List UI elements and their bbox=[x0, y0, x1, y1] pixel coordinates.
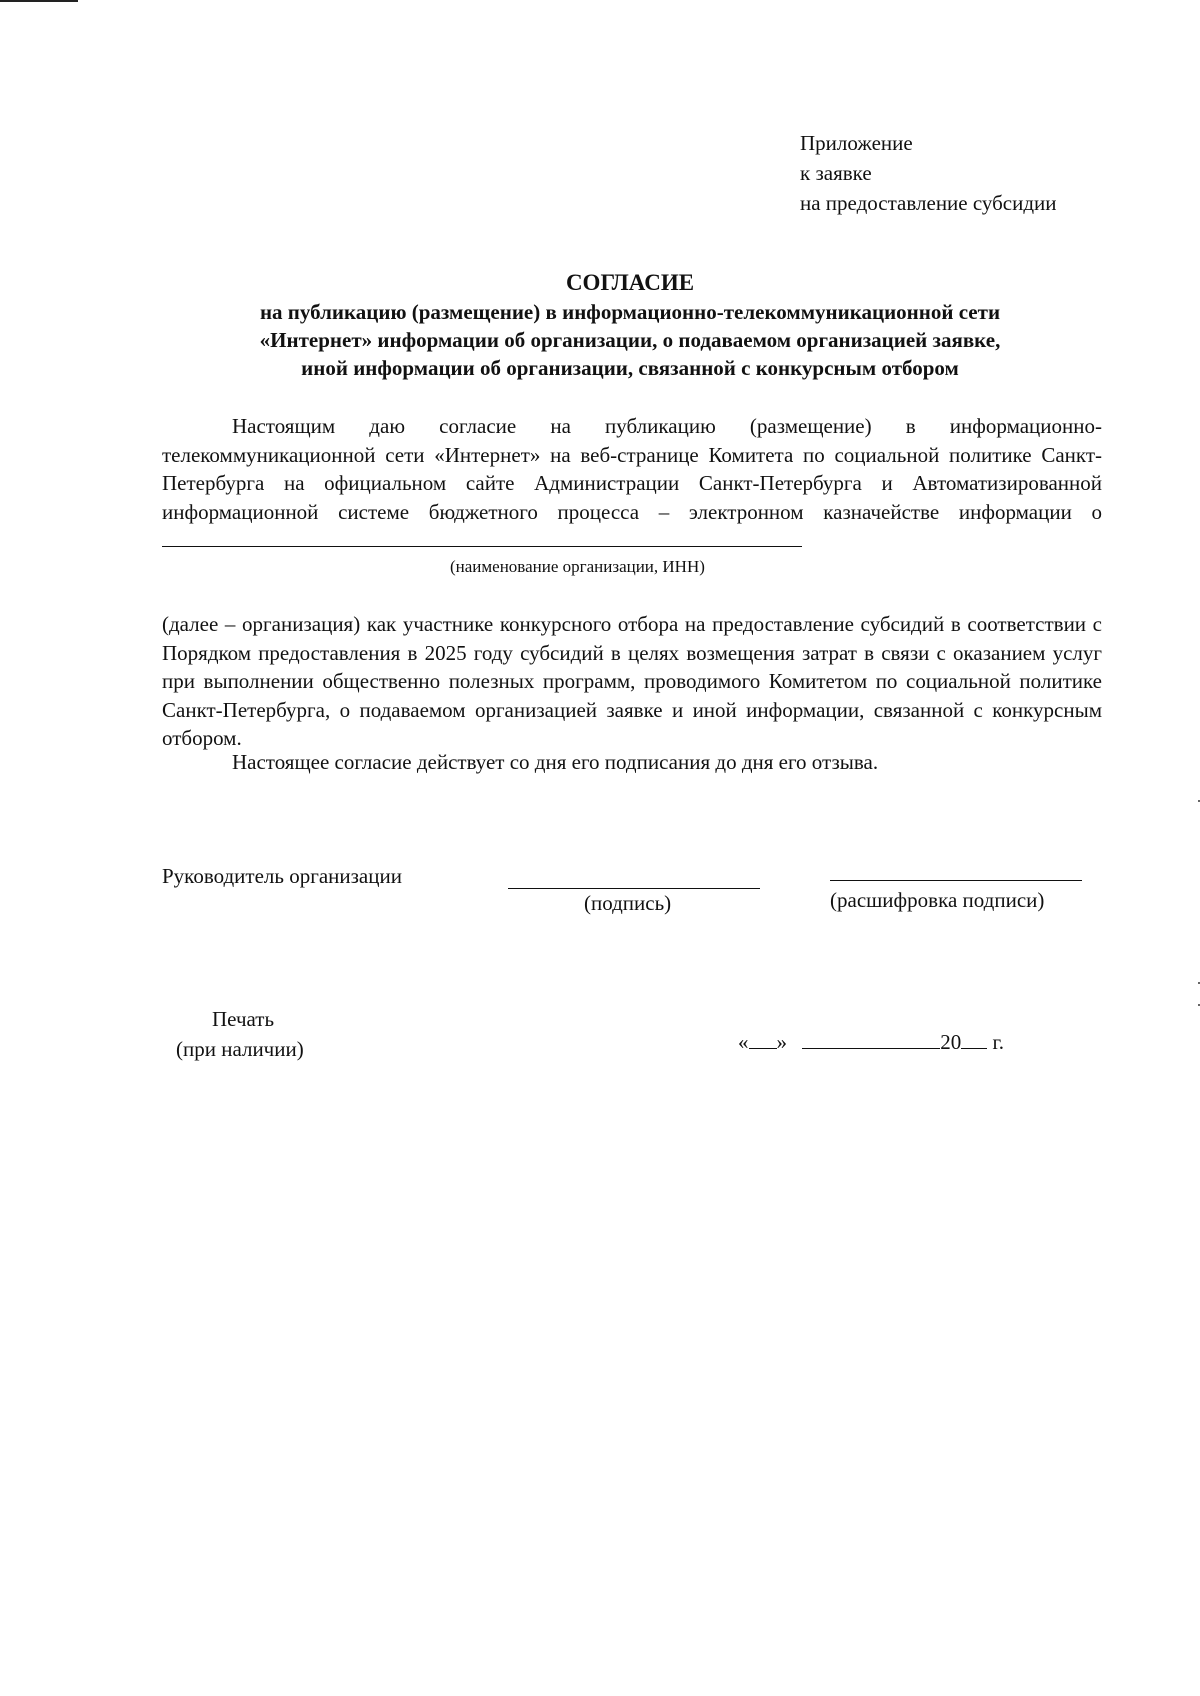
signer-label: Руководитель организации bbox=[162, 864, 402, 888]
date-close-quote: » bbox=[776, 1030, 787, 1054]
signature-field[interactable] bbox=[508, 888, 760, 889]
document-title: СОГЛАСИЕ bbox=[565, 270, 695, 295]
organization-field-caption: (наименование организации, ИНН) bbox=[450, 557, 705, 576]
appendix-line-1: Приложение bbox=[800, 131, 913, 155]
date-open-quote: « bbox=[738, 1030, 749, 1054]
subtitle-line-2: «Интернет» информации об организации, о подаваемом организацией заявке, bbox=[259, 328, 1001, 352]
consent-paragraph-text: Настоящим даю согласие на публикацию (размещение) в информационно-телекоммуникационной сети «Интернет» на веб-странице Комитета по социальной политике Санкт-Петербурга на официальном сайте Администрации Санкт-Петербурга и Автоматизированной информационной системе бюджетного процесса – электронном казначействе информации о bbox=[162, 414, 1102, 524]
signature-decode-field[interactable] bbox=[830, 880, 1082, 881]
date-year-prefix: 20 bbox=[940, 1030, 962, 1054]
organization-name-field[interactable] bbox=[162, 526, 802, 547]
stamp-placeholder bbox=[176, 1004, 304, 1064]
stamp-note: (при наличии) bbox=[176, 1037, 304, 1061]
date-month-field[interactable] bbox=[802, 1030, 940, 1049]
scan-corner-mark bbox=[0, 0, 78, 2]
date-field bbox=[738, 1030, 1004, 1055]
stamp-label: Печать bbox=[212, 1007, 275, 1031]
document-subtitle bbox=[160, 298, 1100, 382]
subtitle-line-1: на публикацию (размещение) в информационно-телекоммуникационной сети bbox=[259, 300, 1001, 324]
appendix-line-3: на предоставление субсидии bbox=[800, 191, 1057, 215]
subtitle-line-3: иной информации об организации, связанной с конкурсным отбором bbox=[301, 356, 959, 380]
date-year-suffix: г. bbox=[992, 1030, 1004, 1054]
signature-decode-caption: (расшифровка подписи) bbox=[830, 888, 1045, 912]
validity-paragraph: Настоящее согласие действует со дня его подписания до дня его отзыва. bbox=[232, 750, 879, 774]
consent-paragraph bbox=[162, 412, 1102, 555]
participant-paragraph: (далее – организация) как участнике конкурсного отбора на предоставление субсидий в соответствии с Порядком предоставления в 2025 году субсидий в целях возмещения затрат в связи с оказанием услуг при выполнении общественно полезных программ, проводимого Комитетом по социальной политике Санкт-Петербурга, о подаваемом организацией заявке и иной информации, связанной с конкурсным отбором. bbox=[162, 612, 1102, 750]
date-year-field[interactable] bbox=[961, 1030, 987, 1049]
date-day-field[interactable] bbox=[749, 1030, 777, 1049]
appendix-note bbox=[800, 128, 1057, 218]
signature-caption: (подпись) bbox=[584, 891, 672, 915]
appendix-line-2: к заявке bbox=[800, 161, 872, 185]
